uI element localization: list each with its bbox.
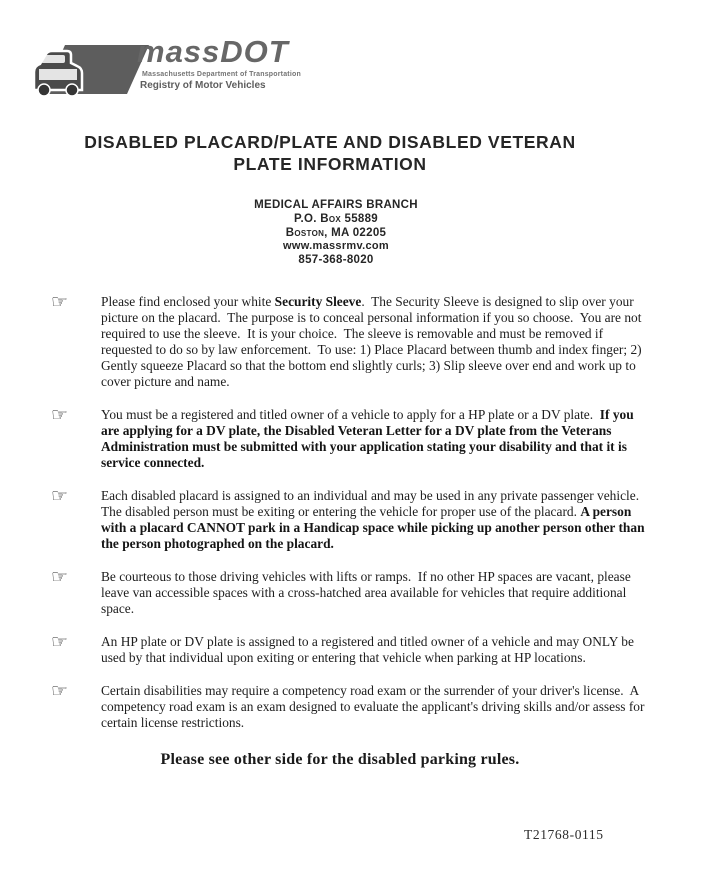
bullet-text: Each disabled placard is assigned to an individual and may be used in any private passenger vehicle. The disabled person must be exiting or entering the vehicle for proper use of the placard. A person with a placard CANNOT park in a Handicap space while picking up another person other than the person photographed on the placard. [101, 488, 648, 551]
page-title [10, 131, 650, 175]
bullet-item [50, 404, 650, 471]
pointing-hand-icon: ☞ [51, 631, 69, 653]
bullet-text: You must be a registered and titled owner of a vehicle to apply for a HP plate or a DV plate. If you are applying for a DV plate, the Disabled Veteran Letter for a DV plate from the Veterans Administration must be submitted with your application stating your disability and that it is service connected. [101, 407, 638, 470]
address-po-box: P.O. Box 55889 [294, 212, 378, 225]
page-title-line1: DISABLED PLACARD/PLATE AND DISABLED VETERAN [84, 132, 576, 152]
bullet-item [50, 291, 650, 390]
bullet-list [50, 291, 650, 768]
pointing-hand-icon: ☞ [51, 485, 69, 507]
bullet-text: Please find enclosed your white Security Sleeve. The Security Sleeve is designed to slip over your picture on the placard. The purpose is to conceal personal information if you so choose. You are not required to use the sleeve. It is your choice. The sleeve is removable and must be removed if requested to do so by law enforcement. To use: 1) Place Placard between thumb and index finger; 2) Gently squeeze Placard so that the bottom end slightly curls; 3) Slip sleeve over end and work up to cover picture and name. [101, 294, 645, 389]
address-block [0, 199, 672, 268]
pointing-hand-icon: ☞ [51, 680, 69, 702]
logo-brand: massDOT [137, 34, 289, 69]
logo-division: Registry of Motor Vehicles [140, 80, 266, 91]
form-number: T21768-0115 [524, 827, 604, 842]
bullet-item [50, 680, 650, 731]
bullet-text: An HP plate or DV plate is assigned to a registered and titled owner of a vehicle and may ONLY be used by that individual upon exiting or entering that vehicle when parking at HP locations. [101, 634, 638, 665]
address-city-state-zip: Boston, MA 02205 [285, 226, 387, 239]
pointing-hand-icon: ☞ [51, 566, 69, 588]
massdot-logo [31, 34, 331, 104]
address-website: www.massrmv.com [283, 240, 389, 253]
massdot-vehicle-icon [31, 44, 151, 100]
bullet-text: Be courteous to those driving vehicles with lifts or ramps. If no other HP spaces are vacant, please leave van accessible spaces with a cross-hatched area available for vehicles that require additional space. [101, 569, 635, 616]
bullet-item [50, 485, 650, 552]
bullet-item [50, 566, 650, 617]
pointing-hand-icon: ☞ [51, 404, 69, 426]
address-phone: 857-368-8020 [298, 254, 374, 267]
closing-note: Please see other side for the disabled parking rules. [160, 751, 520, 768]
bullet-text: Certain disabilities may require a competency road exam or the surrender of your driver's license. A competency road exam is an exam designed to evaluate the applicant's driving skills and/or assess for certain license restrictions. [101, 683, 648, 730]
pointing-hand-icon: ☞ [51, 291, 69, 313]
bullet-item [50, 631, 650, 666]
logo-tagline: Massachusetts Department of Transportation [142, 71, 301, 78]
page-title-line2: PLATE INFORMATION [233, 154, 427, 174]
address-branch: MEDICAL AFFAIRS BRANCH [254, 199, 418, 211]
